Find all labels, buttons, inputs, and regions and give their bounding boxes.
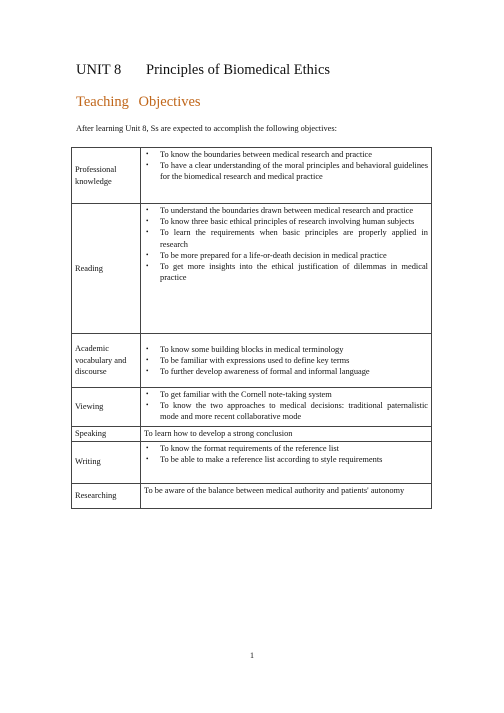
row-content: [141, 441, 432, 483]
bullet-item: • To be able to make a reference list according to style requirements: [145, 454, 428, 465]
bullet-item: • To know some building blocks in medical terminology: [145, 344, 428, 355]
intro-text: After learning Unit 8, Ss are expected to accomplish the following objectives:: [76, 124, 337, 133]
section-title: Teaching Objectives: [76, 94, 201, 110]
row-label: Reading: [72, 204, 141, 334]
bullet-item: • To have a clear understanding of the moral principles and behavioral guidelines for the biomedical research and medical practice: [145, 160, 428, 182]
bullet-item: • To know the format requirements of the reference list: [145, 443, 428, 454]
table-row-researching: [72, 483, 432, 508]
unit-name: Principles of Biomedical Ethics: [146, 62, 331, 78]
row-label: Writing: [72, 441, 141, 483]
row-label: Professional knowledge: [72, 148, 141, 204]
page-number: 1: [250, 651, 254, 660]
row-label: Academic vocabulary and discourse: [72, 334, 141, 388]
row-content: [141, 148, 432, 204]
row-content: To be aware of the balance between medical authority and patients' autonomy: [141, 483, 432, 508]
table-row-speaking: [72, 427, 432, 442]
bullet-item: • To understand the boundaries drawn between medical research and practice: [145, 205, 428, 216]
bullet-item: • To get more insights into the ethical justification of dilemmas in medical practice: [145, 261, 428, 283]
table-row-writing: [72, 441, 432, 483]
bullet-item: • To be more prepared for a life-or-death decision in medical practice: [145, 250, 428, 261]
row-label: Speaking: [72, 427, 141, 442]
row-content: [141, 334, 432, 388]
bullet-item: • To be familiar with expressions used to define key terms: [145, 355, 428, 366]
bullet-item: • To know three basic ethical principles of research involving human subjects: [145, 216, 428, 227]
bullet-item: • To learn the requirements when basic principles are properly applied in research: [145, 227, 428, 249]
table-row-reading: [72, 204, 432, 334]
unit-number: UNIT 8: [76, 62, 122, 78]
unit-title: [76, 62, 330, 79]
table-row-professional-knowledge: [72, 148, 432, 204]
row-label: Viewing: [72, 388, 141, 427]
objectives-table: [71, 147, 432, 509]
row-content: [141, 204, 432, 334]
row-label: Researching: [72, 483, 141, 508]
bullet-item: • To know the boundaries between medical research and practice: [145, 149, 428, 160]
row-content: To learn how to develop a strong conclusion: [141, 427, 432, 442]
bullet-item: • To know the two approaches to medical decisions: traditional paternalistic mode and more recent collaborative mode: [145, 400, 428, 422]
bullet-item: • To further develop awareness of formal and informal language: [145, 366, 428, 377]
bullet-item: • To get familiar with the Cornell note-taking system: [145, 389, 428, 400]
table-row-academic-vocabulary: [72, 334, 432, 388]
row-content: [141, 388, 432, 427]
table-row-viewing: [72, 388, 432, 427]
